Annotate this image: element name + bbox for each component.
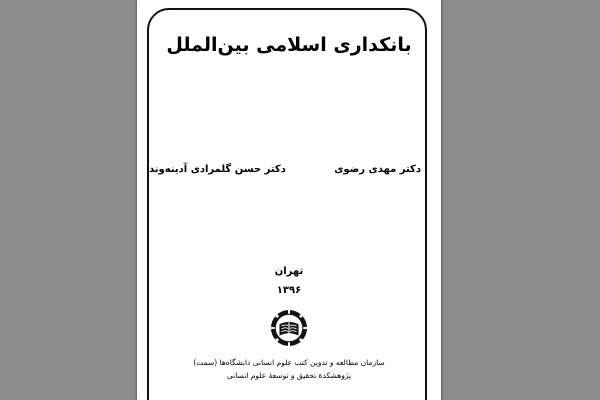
authors-line (149, 164, 421, 175)
author-2: دکتر حسن گلمرادی آدینه‌وند (149, 164, 286, 175)
book-title-page (137, 0, 441, 400)
publisher-line-1: سازمان مطالعه و تدوین کتب علوم انسانی دانشگاه‌ها (سمت) (193, 358, 385, 367)
publisher-block (137, 356, 441, 382)
author-1: دکتر مهدی رضوی (334, 164, 421, 175)
book-title: بانکداری اسلامی بین‌الملل (166, 34, 412, 56)
publication-city: تهران (274, 266, 304, 277)
publisher-line-2: پژوهشکدهٔ تحقیق و توسعهٔ علوم انسانی (226, 371, 352, 380)
publication-year: ۱۳۹۶ (276, 285, 302, 296)
samt-publisher-logo-icon (270, 309, 308, 347)
